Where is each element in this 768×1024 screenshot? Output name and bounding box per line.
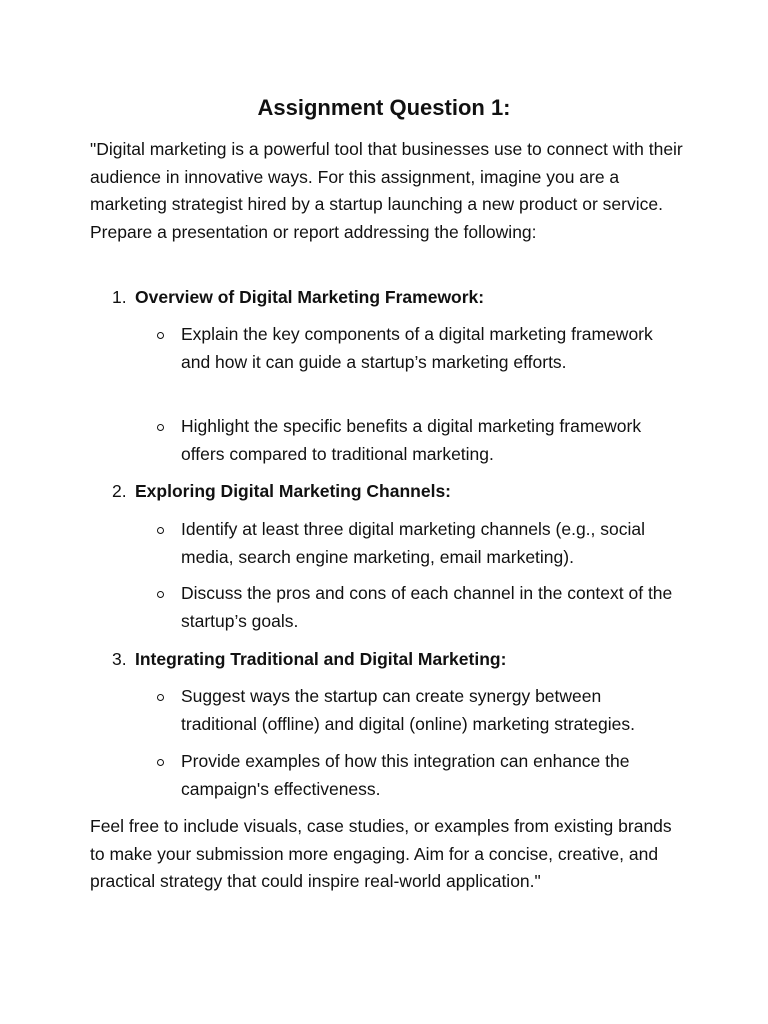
intro-paragraph: "Digital marketing is a powerful tool that businesses use to connect with their audience in innovative ways. For this assignment, imagine you are a marketing strategist hired by a startup launching a new product or service. Prepare a presentation or report addressing the following: (90, 139, 683, 242)
section-2-bullet-1 (157, 516, 677, 571)
hollow-bullet-icon (157, 591, 164, 598)
section-2-title: Exploring Digital Marketing Channels: (135, 481, 452, 501)
section-1-bullet-2 (157, 413, 677, 468)
section-3-bullet-1 (157, 683, 677, 738)
hollow-bullet-icon (157, 527, 164, 534)
hollow-bullet-icon (157, 759, 164, 766)
hollow-bullet-icon (157, 694, 164, 701)
section-2-number: 2. (112, 481, 127, 501)
section-3-heading (112, 646, 692, 674)
section-1-bullet-1 (157, 321, 677, 376)
document-title: Assignment Question 1: (257, 95, 511, 120)
hollow-bullet-icon (157, 424, 164, 431)
section-1-number: 1. (112, 287, 127, 307)
bullet-text: Highlight the specific benefits a digital marketing framework offers compared to traditional marketing. (181, 416, 642, 464)
section-2-bullet-2 (157, 580, 677, 635)
bullet-text: Discuss the pros and cons of each channel in the context of the startup’s goals. (181, 583, 673, 631)
bullet-text: Provide examples of how this integration can enhance the campaign's effectiveness. (181, 751, 630, 799)
bullet-text: Suggest ways the startup can create synergy between traditional (offline) and digital (online) marketing strategies. (181, 686, 635, 734)
hollow-bullet-icon (157, 332, 164, 339)
section-3-number: 3. (112, 649, 127, 669)
section-1-title: Overview of Digital Marketing Framework: (135, 287, 485, 307)
section-2-heading (112, 478, 692, 506)
section-3-title: Integrating Traditional and Digital Marketing: (135, 649, 507, 669)
closing-paragraph: Feel free to include visuals, case studies, or examples from existing brands to make your submission more engaging. Aim for a concise, creative, and practical strategy that could inspire real-world application." (90, 816, 672, 891)
bullet-text: Identify at least three digital marketing channels (e.g., social media, search engine marketing, email marketing). (181, 519, 645, 567)
bullet-text: Explain the key components of a digital marketing framework and how it can guide a startup’s marketing efforts. (181, 324, 653, 372)
section-1-heading (112, 284, 692, 312)
section-3-bullet-2 (157, 748, 677, 803)
